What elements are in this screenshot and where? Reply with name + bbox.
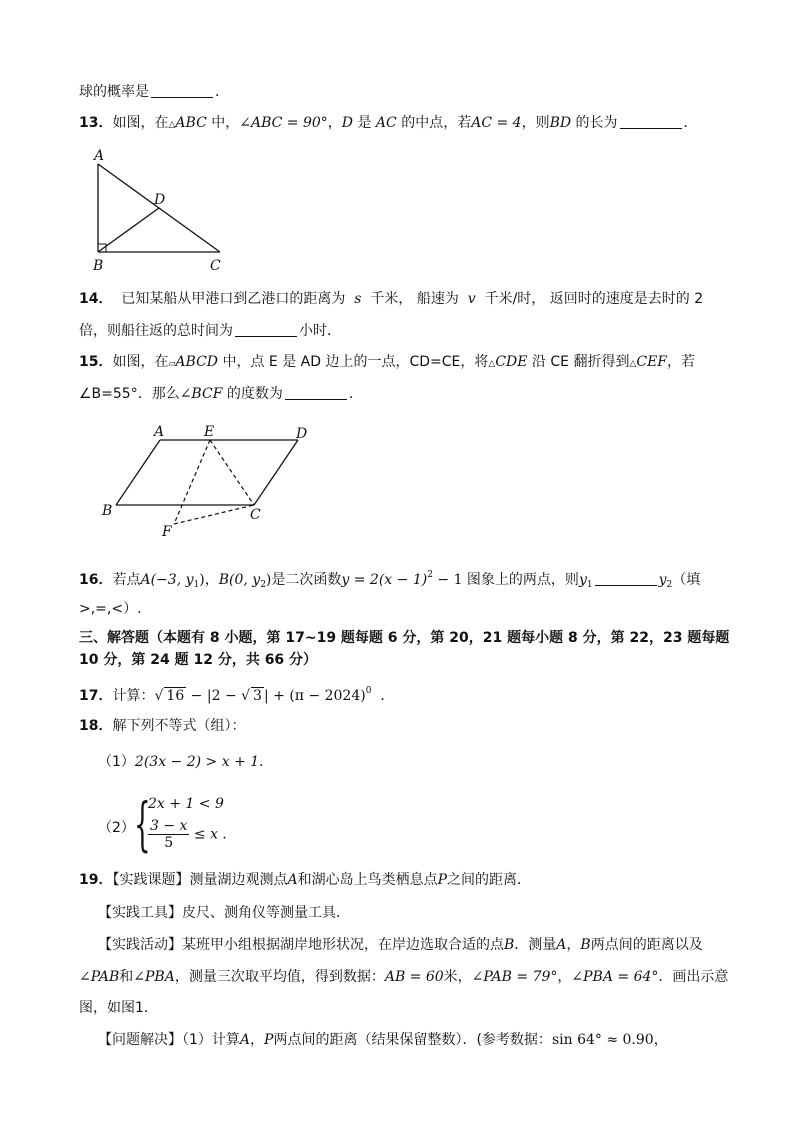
- answer-blank-q12[interactable]: [151, 83, 213, 98]
- question-15: 15．如图，在▱ABCD 中，点 E 是 AD 边上的一点，CD=CE，将△CDE 沿 CE 翻折得到△CEF，若: [79, 354, 696, 370]
- question-19-line6: 【问题解决】（1）计算A，P两点间的距离（结果保留整数）．(参考数据：sin 64° ≈ 0.90，: [98, 1032, 668, 1048]
- section-3-heading-line2: 10 分，第 24 题 12 分，共 66 分）: [79, 652, 318, 668]
- section-3-heading: 三、解答题（本题有 8 小题，第 17~19 题每题 6 分，第 20，21 题每小题 8 分，第 22，23 题每题: [79, 630, 730, 646]
- q15-number: 15．: [79, 354, 113, 370]
- question-16-line2: >,=,<）.: [79, 601, 142, 617]
- fig13-label-D: D: [154, 192, 166, 208]
- question-19-line5: 图，如图1．: [79, 1000, 158, 1016]
- q15-parallelogram-figure: [98, 418, 328, 543]
- q12-tail: 球的概率是 ．: [79, 84, 229, 100]
- inequality-system-brace: {: [134, 790, 151, 858]
- question-18-part2: （2）: [98, 820, 135, 836]
- q19-number: 19．: [79, 872, 113, 888]
- fig13-label-A: A: [94, 148, 105, 164]
- fig15-label-E: E: [204, 424, 215, 440]
- answer-blank-q14[interactable]: [235, 322, 297, 337]
- fig15-label-F: F: [162, 524, 172, 540]
- fig13-label-B: B: [93, 258, 104, 274]
- q17-number: 17．: [79, 688, 113, 704]
- inequality-line-1: 2x + 1 < 9: [148, 796, 224, 812]
- question-17: 17．计算：√ 16 − |2 − √ 3 | + $(\pi - 2024)^0$ ．: [79, 686, 395, 704]
- answer-blank-q15[interactable]: [285, 385, 347, 400]
- q18-number: 18．: [79, 718, 113, 734]
- answer-blank-q16[interactable]: [595, 571, 657, 586]
- q16-number: 16．: [79, 572, 113, 588]
- question-19-line3: 【实践活动】某班甲小组根据湖岸地形状况，在岸边选取合适的点B．测量A，B两点间的距离以及: [98, 937, 703, 953]
- fig15-label-A: A: [154, 424, 165, 440]
- question-15-line2: ∠B=55°．那么∠BCF 的度数为 ．: [79, 386, 363, 402]
- question-13: 13．如图，在△ABC 中，∠ABC = 90°，D 是 AC 的中点，若AC = 4，则BD 的长为 ．: [79, 115, 698, 131]
- question-14-line2: 倍，则船往返的总时间为 小时．: [79, 323, 341, 339]
- question-19-line2: 【实践工具】皮尺、测角仪等测量工具．: [98, 905, 350, 921]
- q13-triangle-figure: [88, 144, 238, 274]
- question-18-part1: （1）2(3x − 2) > x + 1．: [98, 754, 274, 770]
- answer-blank-q13[interactable]: [620, 114, 682, 129]
- fig15-label-D: D: [296, 426, 308, 442]
- fig15-label-C: C: [250, 507, 261, 523]
- question-14: 14． 已知某船从甲港口到乙港口的距离为 s 千米， 船速为 v 千米/时， 返回时的速度是去时的 2: [79, 291, 704, 307]
- question-16: 16．若点A(−3, $y_1$)，B(0, $y_2$)是二次函数$y = 2(x - 1)^2 - 1$ 图象上的两点，则$y_1$ $y_2$（填: [79, 570, 701, 590]
- question-18: 18．解下列不等式（组）：: [79, 718, 246, 734]
- fig15-label-B: B: [102, 503, 113, 519]
- inequality-line-2: $\frac{3 - x}{5}$ ≤ x ．: [150, 818, 237, 851]
- q14-number: 14．: [79, 291, 113, 307]
- q13-number: 13．: [79, 115, 113, 131]
- fig13-label-C: C: [210, 258, 221, 274]
- q12-tail-text: 球的概率是: [79, 84, 149, 100]
- fraction: $\frac{3 - x}{5}$: [150, 818, 188, 851]
- question-19-line4: ∠PAB和∠PBA，测量三次取平均值，得到数据：AB = 60米，∠PAB = 79°，∠PBA = 64°．画出示意: [79, 969, 729, 985]
- question-19: 19．【实践课题】测量湖边观测点A和湖心岛上鸟类栖息点P之间的距离．: [79, 872, 532, 888]
